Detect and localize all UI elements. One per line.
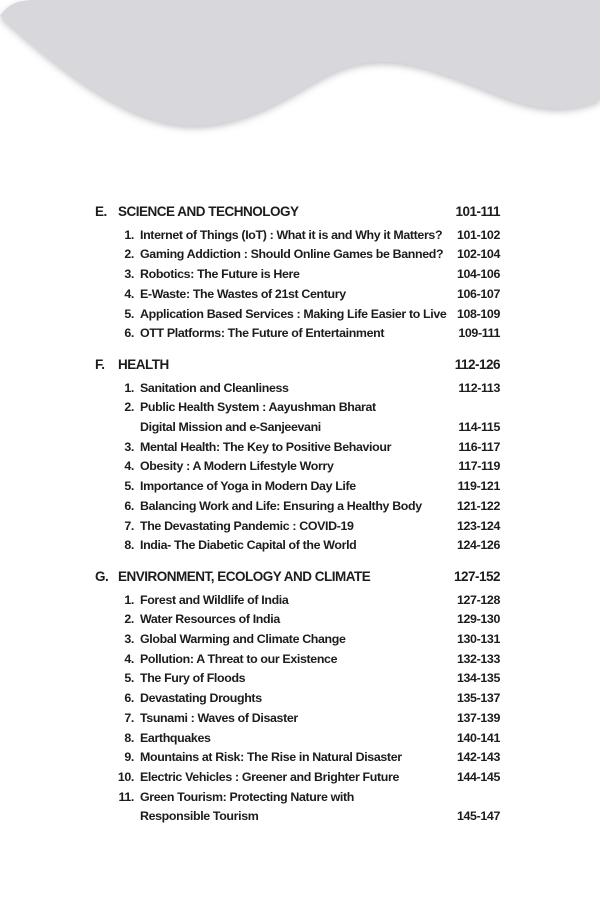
entry-title-line: OTT Platforms: The Future of Entertainment — [140, 326, 385, 341]
toc-entry — [95, 669, 500, 689]
entry-number: 2. — [124, 247, 134, 262]
entry-page-range: 104-106 — [456, 267, 500, 282]
entry-page-range: 112-113 — [458, 380, 500, 395]
entry-title-line: Mountains at Risk: The Rise in Natural Disaster — [140, 750, 402, 765]
toc-entry — [95, 689, 500, 709]
entry-title-line: Devastating Droughts — [140, 691, 262, 706]
entry-title — [140, 748, 457, 768]
entry-page-range: 106-107 — [456, 286, 500, 301]
toc-entry — [95, 226, 500, 246]
entry-page-range: 116-117 — [458, 439, 500, 454]
toc-entry — [95, 650, 500, 670]
entry-page-range: 129-130 — [456, 612, 500, 627]
entry-page-range: 123-124 — [456, 518, 500, 533]
entry-title-line: Global Warming and Climate Change — [140, 632, 346, 647]
entry-number: 8. — [124, 538, 134, 553]
entry-title — [140, 245, 457, 265]
entry-number: 4. — [124, 459, 134, 474]
entry-title-line: Water Resources of India — [140, 612, 280, 627]
entry-title — [140, 305, 457, 325]
toc-entry — [95, 305, 500, 325]
toc-entry — [95, 536, 500, 556]
entry-title — [140, 610, 457, 630]
toc-entry — [95, 245, 500, 265]
entry-page-range: 124-126 — [456, 538, 500, 553]
entry-number: 1. — [124, 592, 134, 607]
entry-number: 7. — [124, 518, 134, 533]
entry-page-range: 108-109 — [456, 306, 500, 321]
entry-title-line: Tsunami : Waves of Disaster — [140, 710, 298, 725]
entry-number: 1. — [124, 380, 134, 395]
toc-entry — [95, 709, 500, 729]
entry-number: 5. — [124, 479, 134, 494]
section-title: SCIENCE AND TECHNOLOGY — [118, 204, 299, 219]
entry-title-line: E-Waste: The Wastes of 21st Century — [140, 286, 346, 301]
toc-section-header — [95, 567, 500, 587]
section-page-range: 101-111 — [455, 204, 500, 219]
toc-entry — [95, 591, 500, 611]
decorative-wave-shape — [0, 0, 600, 150]
entry-title — [140, 438, 458, 458]
entry-title — [140, 669, 457, 689]
toc-entry — [95, 265, 500, 285]
entry-page-range: 134-135 — [456, 671, 500, 686]
entry-number: 4. — [124, 286, 134, 301]
toc-entry — [95, 438, 500, 458]
entry-title — [140, 497, 457, 517]
toc-entry — [95, 630, 500, 650]
entry-number: 2. — [124, 612, 134, 627]
entry-title-line: Green Tourism: Protecting Nature with — [140, 789, 355, 804]
entry-page-range: 102-104 — [456, 247, 500, 262]
toc-entry — [95, 457, 500, 477]
entry-title — [140, 768, 457, 788]
entry-title — [140, 226, 457, 246]
entry-page-range: 137-139 — [456, 710, 500, 725]
entry-title — [140, 709, 457, 729]
entry-title — [140, 650, 457, 670]
section-title: HEALTH — [118, 356, 169, 372]
entry-title — [140, 591, 457, 611]
section-title: ENVIRONMENT, ECOLOGY AND CLIMATE — [118, 568, 371, 584]
entry-number: 6. — [124, 498, 134, 513]
entry-title-line: India- The Diabetic Capital of the World — [140, 538, 357, 553]
entry-title — [140, 517, 457, 537]
entry-page-range: 140-141 — [456, 730, 500, 745]
entry-title-line: Sanitation and Cleanliness — [140, 380, 289, 395]
entry-title-line: The Fury of Floods — [140, 671, 246, 686]
entry-title-line: The Devastating Pandemic : COVID-19 — [140, 518, 354, 533]
toc-entry — [95, 398, 500, 437]
entry-number: 7. — [124, 710, 134, 725]
entry-number: 9. — [124, 750, 134, 765]
toc-entry — [95, 477, 500, 497]
entry-number: 4. — [124, 651, 134, 666]
entry-title — [140, 477, 458, 497]
entry-title — [140, 689, 457, 709]
entry-number: 11. — [118, 789, 134, 804]
entry-title — [140, 398, 458, 437]
entry-page-range: 127-128 — [456, 592, 500, 607]
toc-entry — [95, 497, 500, 517]
toc-entry — [95, 768, 500, 788]
entry-number: 6. — [124, 326, 134, 341]
toc-entry — [95, 517, 500, 537]
entry-title-line: Earthquakes — [140, 730, 211, 745]
entry-title-line: Digital Mission and e-Sanjeevani — [140, 420, 321, 435]
entry-page-range: 135-137 — [456, 691, 500, 706]
entry-title-line: Public Health System : Aayushman Bharat — [140, 400, 376, 415]
entry-page-range: 101-102 — [456, 227, 500, 242]
entry-title-line: Balancing Work and Life: Ensuring a Healthy Body — [140, 498, 422, 513]
entry-number: 10. — [117, 769, 134, 784]
entry-number: 2. — [124, 400, 134, 415]
entry-title-line: Gaming Addiction : Should Online Games be Banned? — [140, 247, 444, 262]
toc-section-header — [95, 202, 500, 222]
toc-entry — [95, 285, 500, 305]
entry-number: 3. — [124, 632, 134, 647]
section-letter: G. — [95, 568, 109, 584]
section-letter: F. — [95, 356, 105, 372]
entry-title-line: Responsible Tourism — [140, 809, 259, 824]
section-page-range: 127-152 — [453, 568, 500, 584]
entry-number: 5. — [124, 671, 134, 686]
entry-number: 1. — [124, 227, 134, 242]
entry-title-line: Mental Health: The Key to Positive Behaviour — [140, 439, 392, 454]
entry-title-line: Forest and Wildlife of India — [140, 592, 289, 607]
entry-page-range: 132-133 — [456, 651, 500, 666]
entry-page-range: 142-143 — [456, 750, 500, 765]
entry-title — [140, 788, 457, 827]
entry-title — [140, 265, 457, 285]
toc-section — [95, 567, 500, 827]
entry-number: 6. — [124, 691, 134, 706]
entry-title — [140, 630, 457, 650]
entry-number: 5. — [124, 306, 134, 321]
toc-section-header — [95, 355, 500, 375]
entry-number: 3. — [124, 267, 134, 282]
section-page-range: 112-126 — [454, 356, 500, 372]
entry-page-range: 114-115 — [458, 420, 500, 435]
entry-page-range: 119-121 — [457, 479, 500, 494]
toc-section — [95, 355, 500, 556]
entry-page-range: 144-145 — [456, 769, 500, 784]
entry-title-line: Robotics: The Future is Here — [140, 267, 300, 282]
entry-title — [140, 285, 457, 305]
toc-entry — [95, 379, 500, 399]
toc-section — [95, 202, 500, 344]
toc-entry — [95, 324, 500, 344]
toc-entry — [95, 610, 500, 630]
entry-page-range: 121-122 — [456, 498, 500, 513]
toc-entry — [95, 748, 500, 768]
entry-title-line: Importance of Yoga in Modern Day Life — [140, 479, 356, 494]
entry-title-line: Electric Vehicles : Greener and Brighter Future — [140, 769, 399, 784]
entry-title-line: Obesity : A Modern Lifestyle Worry — [140, 459, 334, 474]
section-letter: E. — [95, 204, 107, 219]
entry-page-range: 109-111 — [458, 326, 500, 341]
entry-page-range: 130-131 — [456, 632, 500, 647]
entry-title-line: Pollution: A Threat to our Existence — [140, 651, 338, 666]
entry-title-line: Internet of Things (IoT) : What it is and Why it Matters? — [140, 227, 443, 242]
entry-number: 8. — [124, 730, 134, 745]
entry-page-range: 145-147 — [456, 809, 500, 824]
entry-title — [140, 729, 457, 749]
toc-entry — [95, 729, 500, 749]
entry-title — [140, 379, 458, 399]
entry-title — [140, 536, 457, 556]
entry-page-range: 117-119 — [458, 459, 500, 474]
table-of-contents — [95, 202, 500, 838]
entry-number: 3. — [124, 439, 134, 454]
toc-entry — [95, 788, 500, 827]
entry-title-line: Application Based Services : Making Life Easier to Live — [140, 306, 447, 321]
entry-title — [140, 324, 458, 344]
entry-title — [140, 457, 458, 477]
